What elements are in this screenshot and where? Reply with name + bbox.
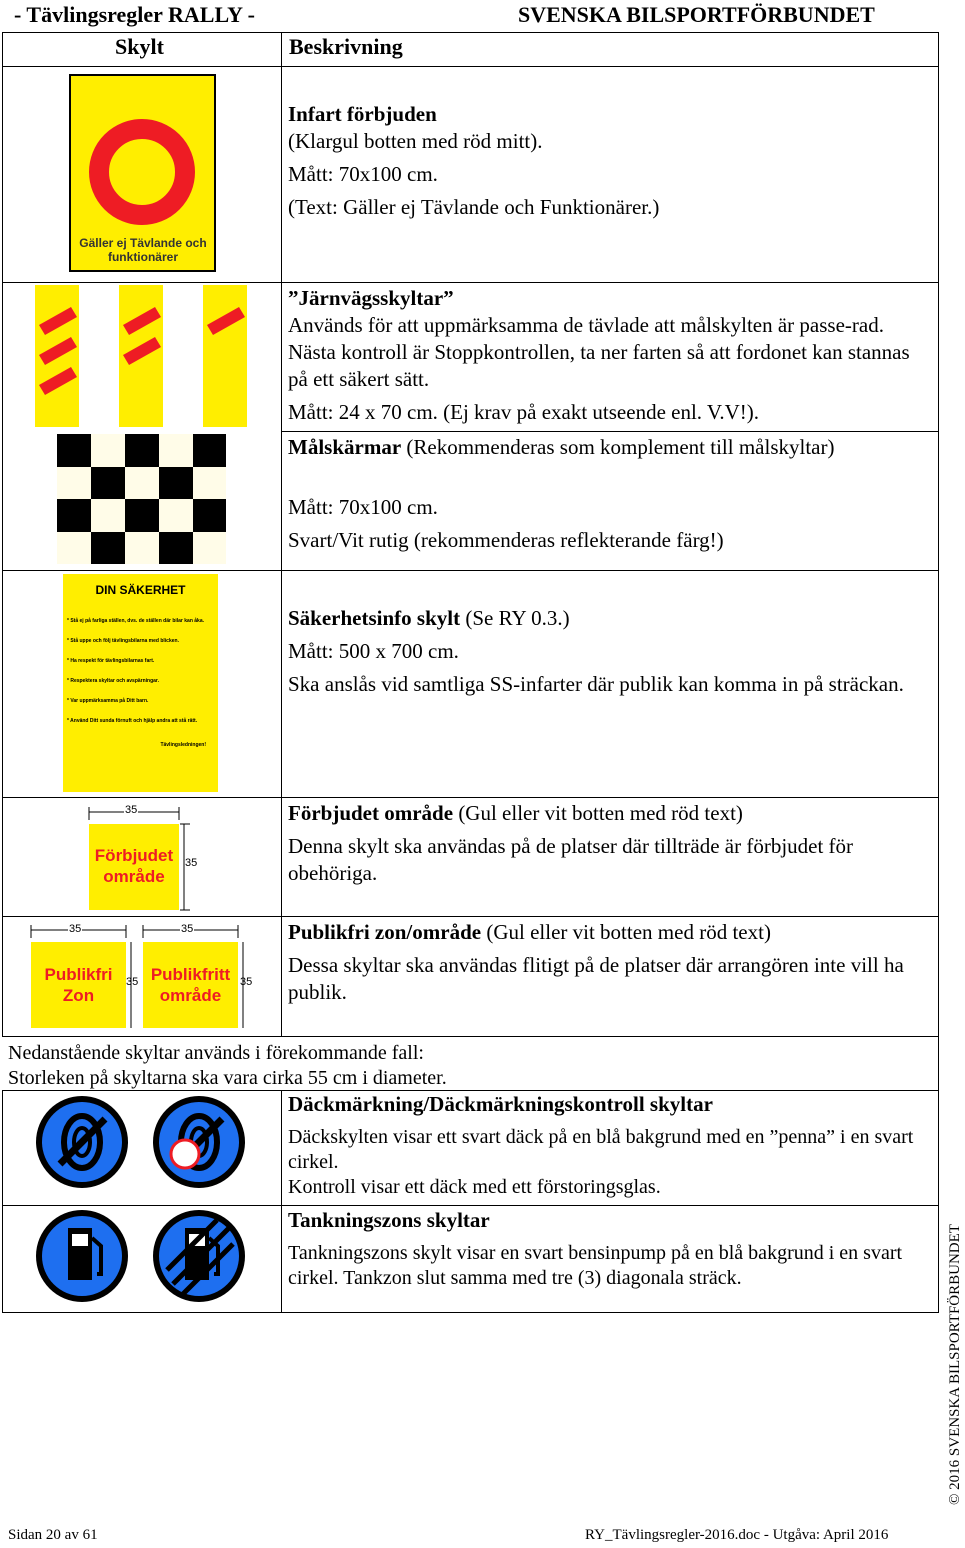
safety-info-sign xyxy=(63,574,218,792)
forbidden-description xyxy=(288,800,933,887)
spectator-sign1-line2: Zon xyxy=(62,986,95,1005)
tire-line2: Kontroll visar ett däck med ett förstoringsglas. xyxy=(288,1176,661,1198)
spectator-text: Dessa skyltar ska användas flitigt på de platser där arrangören inte vill ha publik. xyxy=(288,953,904,1004)
tire-title: Däckmärkning/Däckmärkningskontroll skyltar xyxy=(288,1092,713,1116)
infart-line1: (Klargul botten med röd mitt). xyxy=(288,129,543,153)
checkered-line2: Svart/Vit rutig (rekommenderas reflekterande färg!) xyxy=(288,528,724,552)
railway-line2: Mått: 24 x 70 cm. (Ej krav på exakt utseende enl. V.V!). xyxy=(288,400,760,424)
tire-description xyxy=(288,1092,933,1200)
spectator-sign2-line1: Publikfritt xyxy=(150,965,231,984)
railway-description xyxy=(288,285,933,426)
spectator-title-rest: (Gul eller vit botten med röd text) xyxy=(481,920,771,944)
safety-sign-line: * Stå uppe och följ tävlingsbilarna med blicken. xyxy=(67,638,179,644)
safety-sign-line: * Respektera skyltar och avspärningar. xyxy=(67,678,159,684)
footer-page: Sidan 20 av 61 xyxy=(8,1527,98,1543)
dim-label: 35 xyxy=(185,857,198,869)
forbidden-sign-line2: område xyxy=(103,867,165,886)
tire-marking-sign xyxy=(36,1096,128,1188)
forbidden-sign-line1: Förbjudet xyxy=(94,846,174,865)
forbidden-title: Förbjudet område xyxy=(288,801,454,825)
forbidden-title-rest: (Gul eller vit botten med röd text) xyxy=(453,801,743,825)
forbidden-text: Denna skylt ska användas på de platser där tillträde är förbjudet för obehöriga. xyxy=(288,834,854,885)
tire-line1: Däckskylten visar ett svart däck på en blå bakgrund med en ”penna” i en svart cirkel. xyxy=(288,1126,914,1173)
fuel-zone-end-sign xyxy=(153,1210,245,1302)
forbidden-sign-text xyxy=(89,845,179,887)
tire-check-sign xyxy=(153,1096,245,1188)
note-line2: Storleken på skyltarna ska vara cirka 55 cm i diameter. xyxy=(8,1067,447,1089)
spectator-title: Publikfri zon/område xyxy=(288,920,482,944)
dim-label: 35 xyxy=(181,923,194,935)
note-line1: Nedanstående skyltar används i förekommande fall: xyxy=(8,1042,424,1064)
safety-sign-line: * Ha respekt för tävlingsbilarnas fart. xyxy=(67,658,155,664)
safety-sign-line: * Använd Ditt sunda förnuft och hjälp andra att stå rätt. xyxy=(67,718,198,724)
side-copyright-text: © 2016 SVENSKA BILSPORTFÖRBUNDET xyxy=(947,1224,963,1505)
spectator-sign1-line1: Publikfri xyxy=(44,965,113,984)
tire-signs xyxy=(33,1094,249,1192)
header-right: SVENSKA BILSPORTFÖRBUNDET xyxy=(518,2,875,27)
fuel-signs xyxy=(33,1208,249,1306)
checkered-line1: Mått: 70x100 cm. xyxy=(288,495,438,519)
railway-title: ”Järnvägsskyltar” xyxy=(288,286,454,310)
railway-text: Används för att uppmärksamma de tävlade att målskylten är passe-rad. Nästa kontroll är Stoppkontrollen, ta ner farten så att fordonet kan stannas på ett säkert sätt. xyxy=(288,313,910,391)
fuel-zone-sign xyxy=(36,1210,128,1302)
infart-title: Infart förbjuden xyxy=(288,102,437,126)
dim-label: 35 xyxy=(126,976,139,988)
spectator-sign2-text xyxy=(143,964,238,1006)
dim-label: 35 xyxy=(69,923,82,935)
spectator-description xyxy=(288,919,933,1006)
infart-line2: Mått: 70x100 cm. xyxy=(288,162,438,186)
infart-line3: (Text: Gäller ej Tävlande och Funktionärer.) xyxy=(288,195,660,219)
footer-document: RY_Tävlingsregler-2016.doc - Utgåva: April 2016 xyxy=(585,1527,889,1543)
magnifier-icon xyxy=(171,1140,199,1168)
checkered-flag-sign xyxy=(57,434,226,564)
safety-description xyxy=(288,605,933,698)
fuel-line1: Tankningszons skylt visar en svart bensinpump på en blå bakgrund i en svart cirkel. Tankzon slut samma med tre (3) diagonala sträck. xyxy=(288,1242,903,1289)
safety-title-rest: (Se RY 0.3.) xyxy=(460,606,570,630)
dim-label: 35 xyxy=(240,976,253,988)
column-header-description: Beskrivning xyxy=(289,34,403,59)
column-header-sign: Skylt xyxy=(115,34,164,59)
side-copyright xyxy=(945,1205,965,1505)
checkered-title: Målskärmar xyxy=(288,435,402,459)
safety-sign-title: DIN SÄKERHET xyxy=(95,583,186,597)
railway-signs xyxy=(35,285,247,427)
safety-sign-line: * Stå ej på farliga ställen, dvs. de ställen där bilar kan åka. xyxy=(67,618,205,624)
checkered-description xyxy=(288,434,933,554)
safety-sign-footer: Tävlingsledningen! xyxy=(160,742,206,748)
spectator-sign2-line2: område xyxy=(159,986,222,1005)
header-left: - Tävlingsregler RALLY - xyxy=(14,2,256,27)
safety-line2: Ska anslås vid samtliga SS-infarter där publik kan komma in på sträckan. xyxy=(288,672,904,696)
safety-line1: Mått: 500 x 700 cm. xyxy=(288,639,459,663)
fuel-title: Tankningszons skyltar xyxy=(288,1208,490,1232)
dim-label: 35 xyxy=(125,804,138,816)
fuel-description xyxy=(288,1208,933,1291)
checkered-title-rest: (Rekommenderas som komplement till målskyltar) xyxy=(401,435,835,459)
infart-description xyxy=(288,101,933,221)
safety-sign-line: * Var uppmärksamma på Ditt barn. xyxy=(67,698,149,704)
spectator-sign1-text xyxy=(31,964,126,1006)
safety-title: Säkerhetsinfo skylt xyxy=(288,606,461,630)
no-entry-sign-text: Gäller ej Tävlande och funktionärer xyxy=(79,236,207,264)
